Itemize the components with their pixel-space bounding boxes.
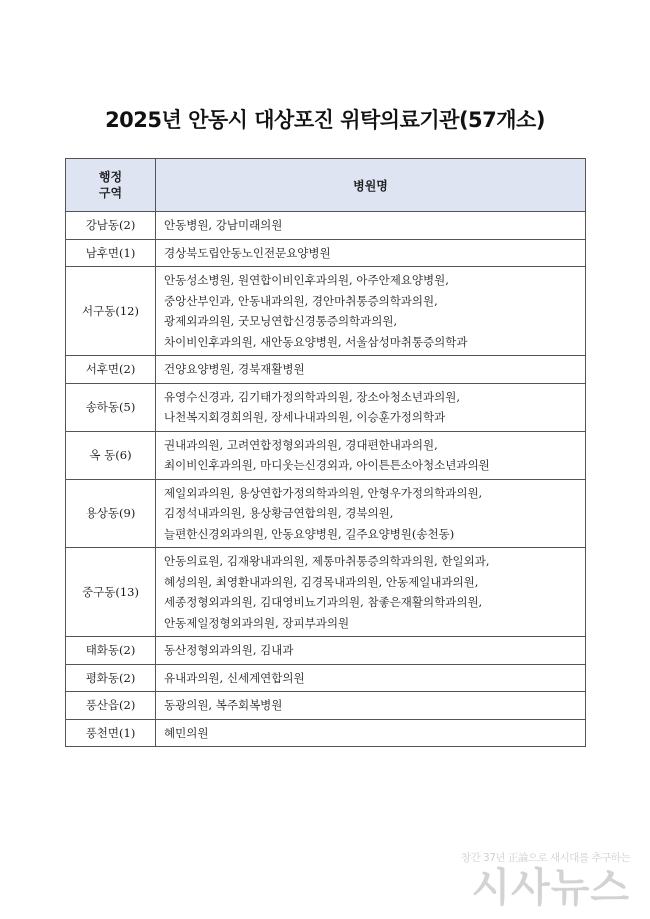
watermark-logo: 시사뉴스 [471,865,630,911]
hospital-line: 최이비인후과의원, 마디웃는신경외과, 아이튼튼소아청소년과의원 [164,458,490,472]
hospital-line: 유영수신경과, 김기태가정의학과의원, 장소아청소년과의원, [164,389,460,404]
hospitals-cell [156,719,586,747]
hospital-line: 안동의료원, 김재왕내과의원, 제통마취통증의학과의원, 한일외과, [164,554,490,568]
hospital-line: 광제외과의원, 굿모닝연합신경통증의학과의원, [164,314,398,328]
table-row [66,431,586,479]
hospitals-cell [156,479,586,548]
district-cell: 서구동(12) [66,267,156,356]
header-district-line2: 구역 [98,186,123,200]
table-row [66,479,586,548]
hospital-line: 안동병원, 강남미래의원 [164,218,283,232]
hospitals-cell [156,637,586,665]
district-cell: 남후면(1) [66,239,156,267]
table-body [66,212,586,747]
header-hospital: 병원명 [156,159,586,212]
hospital-line: 권내과의원, 고려연합정형외과의원, 경대편한내과의원, [164,437,438,452]
hospitals-cell [156,548,586,637]
hospital-line: 안동제일정형외과의원, 장피부과의원 [164,615,350,630]
district-cell: 강남동(2) [66,212,156,240]
table-row [66,267,586,356]
table-row [66,548,586,637]
hospital-line: 제일외과의원, 용상연합가정의학과의원, 안형우가정의학과의원, [164,485,483,500]
hospital-line: 혜성의원, 최영환내과의원, 김경목내과의원, 안동제일내과의원, [164,574,479,589]
hospitals-cell [156,239,586,267]
table-row [66,212,586,240]
district-cell: 중구동(13) [66,548,156,637]
district-cell: 서후면(2) [66,356,156,384]
header-district [66,159,156,212]
hospital-line: 중앙산부인과, 안동내과의원, 경안마취통증의학과의원, [164,293,438,308]
hospital-line: 경상북도립안동노인전문요양병원 [164,245,331,260]
table-row [66,664,586,692]
hospital-line: 안동성소병원, 원연합이비인후과의원, 아주안제요양병원, [164,273,449,287]
table-header-row [66,159,586,212]
hospital-line: 나천복지회경희의원, 장세나내과의원, 이승훈가정의학과 [164,410,446,424]
hospital-line: 혜민의원 [164,725,209,740]
hospital-line: 건양요양병원, 경북재활병원 [164,362,305,376]
hospitals-cell [156,212,586,240]
district-cell: 평화동(2) [66,664,156,692]
hospitals-cell [156,267,586,356]
page-title: 2025년 안동시 대상포진 위탁의료기관(57개소) [105,108,545,132]
clinic-table [65,158,586,747]
hospital-line: 유내과의원, 신세계연합의원 [164,670,305,685]
table-row [66,239,586,267]
table-row [66,719,586,747]
district-cell: 태화동(2) [66,637,156,665]
district-cell: 풍천면(1) [66,719,156,747]
table-row [66,637,586,665]
hospital-line: 김정석내과의원, 용상황금연합의원, 경북의원, [164,506,394,520]
hospital-line: 동광의원, 복주회복병원 [164,698,283,712]
hospital-line: 늘편한신경외과의원, 안동요양병원, 길주요양병원(송천동) [164,526,455,541]
hospital-line: 동산정형외과의원, 김내과 [164,643,294,657]
hospitals-cell [156,431,586,479]
hospital-line: 세종정형외과의원, 김대영비뇨기과의원, 참좋은재활의학과의원, [164,595,483,609]
header-district-line1: 행정 [98,170,123,184]
hospitals-cell [156,664,586,692]
hospitals-cell [156,383,586,431]
table-row [66,383,586,431]
watermark-slogan: 창간 37년 正論으로 새시대를 추구하는 [460,852,630,864]
table-row [66,692,586,720]
table-row [66,356,586,384]
hospitals-cell [156,356,586,384]
hospital-line: 차이비인후과의원, 새안동요양병원, 서울삼성마취통증의학과 [164,334,468,349]
hospitals-cell [156,692,586,720]
district-cell: 송하동(5) [66,383,156,431]
watermark [410,850,630,911]
district-cell: 용상동(9) [66,479,156,548]
district-cell: 풍산읍(2) [66,692,156,720]
district-cell: 옥 동(6) [66,431,156,479]
